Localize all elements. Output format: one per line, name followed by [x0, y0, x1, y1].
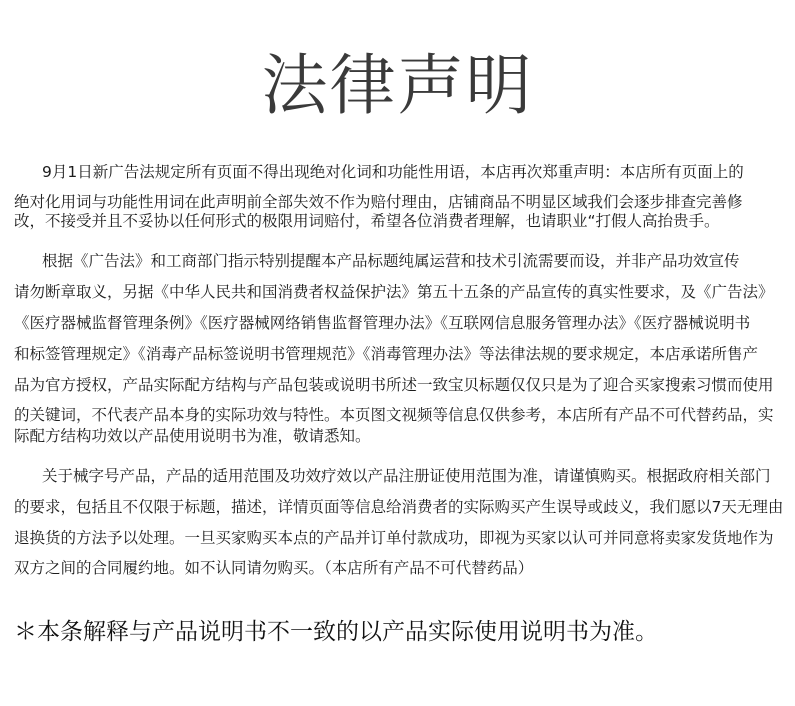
paragraph-3-line-4: 双方之间的合同履约地。如不认同请勿购买。（本店所有产品不可代替药品）	[14, 559, 534, 577]
paragraph-1-line-2: 绝对化用词与功能性用词在此声明前全部失效不作为赔付理由，店铺商品不明显区域我们会逐步排查完善修	[14, 193, 743, 211]
paragraph-1-line-3: 改，不接受并且不妥协以任何形式的极限用词赔付，希望各位消费者理解，也请职业“打假人高抬贵手。	[14, 212, 720, 230]
paragraph-2-line-3: 《医疗器械监督管理条例》《医疗器械网络销售监督管理办法》《互联网信息服务管理办法》《医疗器械说明书	[14, 314, 751, 332]
paragraph-3-line-2: 的要求，包括且不仅限于标题，描述，详情页面等信息给消费者的实际购买产生误导或歧义，我们愿以7天无理由	[14, 498, 784, 516]
footer-note: ＊本条解释与产品说明书不一致的以产品实际使用说明书为准。	[14, 619, 658, 645]
page-title: 法律声明	[261, 47, 534, 124]
paragraph-2-line-6: 的关键词，不代表产品本身的实际功效与特性。本页图文视频等信息仅供参考，本店所有产品不可代替药品，实	[14, 406, 774, 424]
paragraph-2-line-5: 品为官方授权，产品实际配方结构与产品包装或说明书所述一致宝贝标题仅仅只是为了迎合买家搜索习惯而使用	[14, 376, 774, 394]
paragraph-3-line-3: 退换货的方法予以处理。一旦买家购买本点的产品并订单付款成功，即视为买家以认可并同意将卖家发货地作为	[14, 529, 774, 547]
paragraph-2-line-4: 和标签管理规定》《消毒产品标签说明书管理规范》《消毒管理办法》等法律法规的要求规定，本店承诺所售产	[14, 345, 759, 363]
paragraph-2-line-2: 请勿断章取义，另据《中华人民共和国消费者权益保护法》第五十五条的产品宣传的真实性要求，及《广告法》	[14, 283, 774, 301]
paragraph-2-line-1: 根据《广告法》和工商部门指示特别提醒本产品标题纯属运营和技术引流需要而设，并非产品功效宣传	[42, 252, 740, 270]
paragraph-1-line-1: 9月1日新广告法规定所有页面不得出现绝对化词和功能性用语，本店再次郑重声明：本店所有页面上的	[42, 163, 744, 181]
paragraph-3-line-1: 关于械字号产品，产品的适用范围及功效疗效以产品注册证使用范围为准，请谨慎购买。根据政府相关部门	[42, 467, 771, 485]
paragraph-2-line-7: 际配方结构功效以产品使用说明书为准，敬请悉知。	[14, 427, 371, 445]
